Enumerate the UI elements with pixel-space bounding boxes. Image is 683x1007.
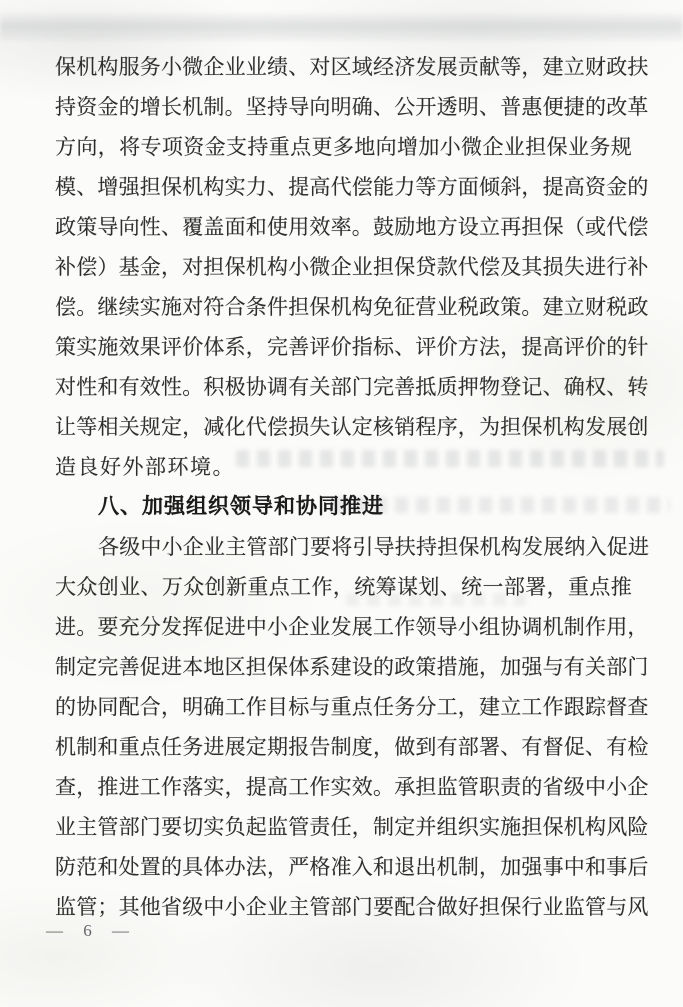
text-line: 持资金的增长机制。坚持导向明确、公开透明、普惠便捷的改革 xyxy=(55,95,649,119)
text-line: 进。要充分发挥促进中小企业发展工作领导小组协调机制作用， xyxy=(55,615,649,639)
text-line: 让等相关规定，减化代偿损失认定核销程序，为担保机构发展创 xyxy=(55,415,649,439)
text-line: 业主管部门要切实负起监管责任，制定并组织实施担保机构风险 xyxy=(55,815,649,839)
section-heading: 八、加强组织领导和协同推进 xyxy=(98,495,384,518)
page-number: — 6 — xyxy=(46,921,134,940)
text-line: 监管；其他省级中小企业主管部门要配合做好担保行业监管与风 xyxy=(55,895,649,919)
text-line: 大众创业、万众创新重点工作，统筹谋划、统一部署，重点推 xyxy=(55,575,632,599)
text-line: 模、增强担保机构实力、提高代偿能力等方面倾斜，提高资金的 xyxy=(55,175,649,199)
text-line: 偿。继续实施对符合条件担保机构免征营业税政策。建立财税政 xyxy=(55,295,649,319)
text-line: 方向，将专项资金支持重点更多地向增加小微企业担保业务规 xyxy=(55,135,632,159)
text-line: 的协同配合，明确工作目标与重点任务分工，建立工作跟踪督查 xyxy=(55,695,649,719)
text-line: 防范和处置的具体办法，严格准入和退出机制，加强事中和事后 xyxy=(55,855,649,879)
scan-smudge-artifact xyxy=(0,13,683,41)
text-line: 制定完善促进本地区担保体系建设的政策措施，加强与有关部门 xyxy=(55,655,649,679)
text-line: 机制和重点任务进展定期报告制度，做到有部署、有督促、有检 xyxy=(55,735,649,759)
document-body xyxy=(55,47,650,927)
text-line: 政策导向性、覆盖面和使用效率。鼓励地方设立再担保（或代偿 xyxy=(55,215,649,239)
text-line: 对性和有效性。积极协调有关部门完善抵质押物登记、确权、转 xyxy=(55,375,649,399)
text-line: 策实施效果评价体系，完善评价指标、评价方法，提高评价的针 xyxy=(55,335,649,359)
text-line: 保机构服务小微企业业绩、对区域经济发展贡献等，建立财政扶 xyxy=(55,55,649,79)
paragraph-first-line: 各级中小企业主管部门要将引导扶持担保机构发展纳入促进 xyxy=(98,535,650,559)
text-line: 查，推进工作落实，提高工作实效。承担监管职责的省级中小企 xyxy=(55,775,649,799)
paragraph-last-line: 造良好外部环境。 xyxy=(55,455,235,479)
text-line: 补偿）基金，对担保机构小微企业担保贷款代偿及其损失进行补 xyxy=(55,255,649,279)
